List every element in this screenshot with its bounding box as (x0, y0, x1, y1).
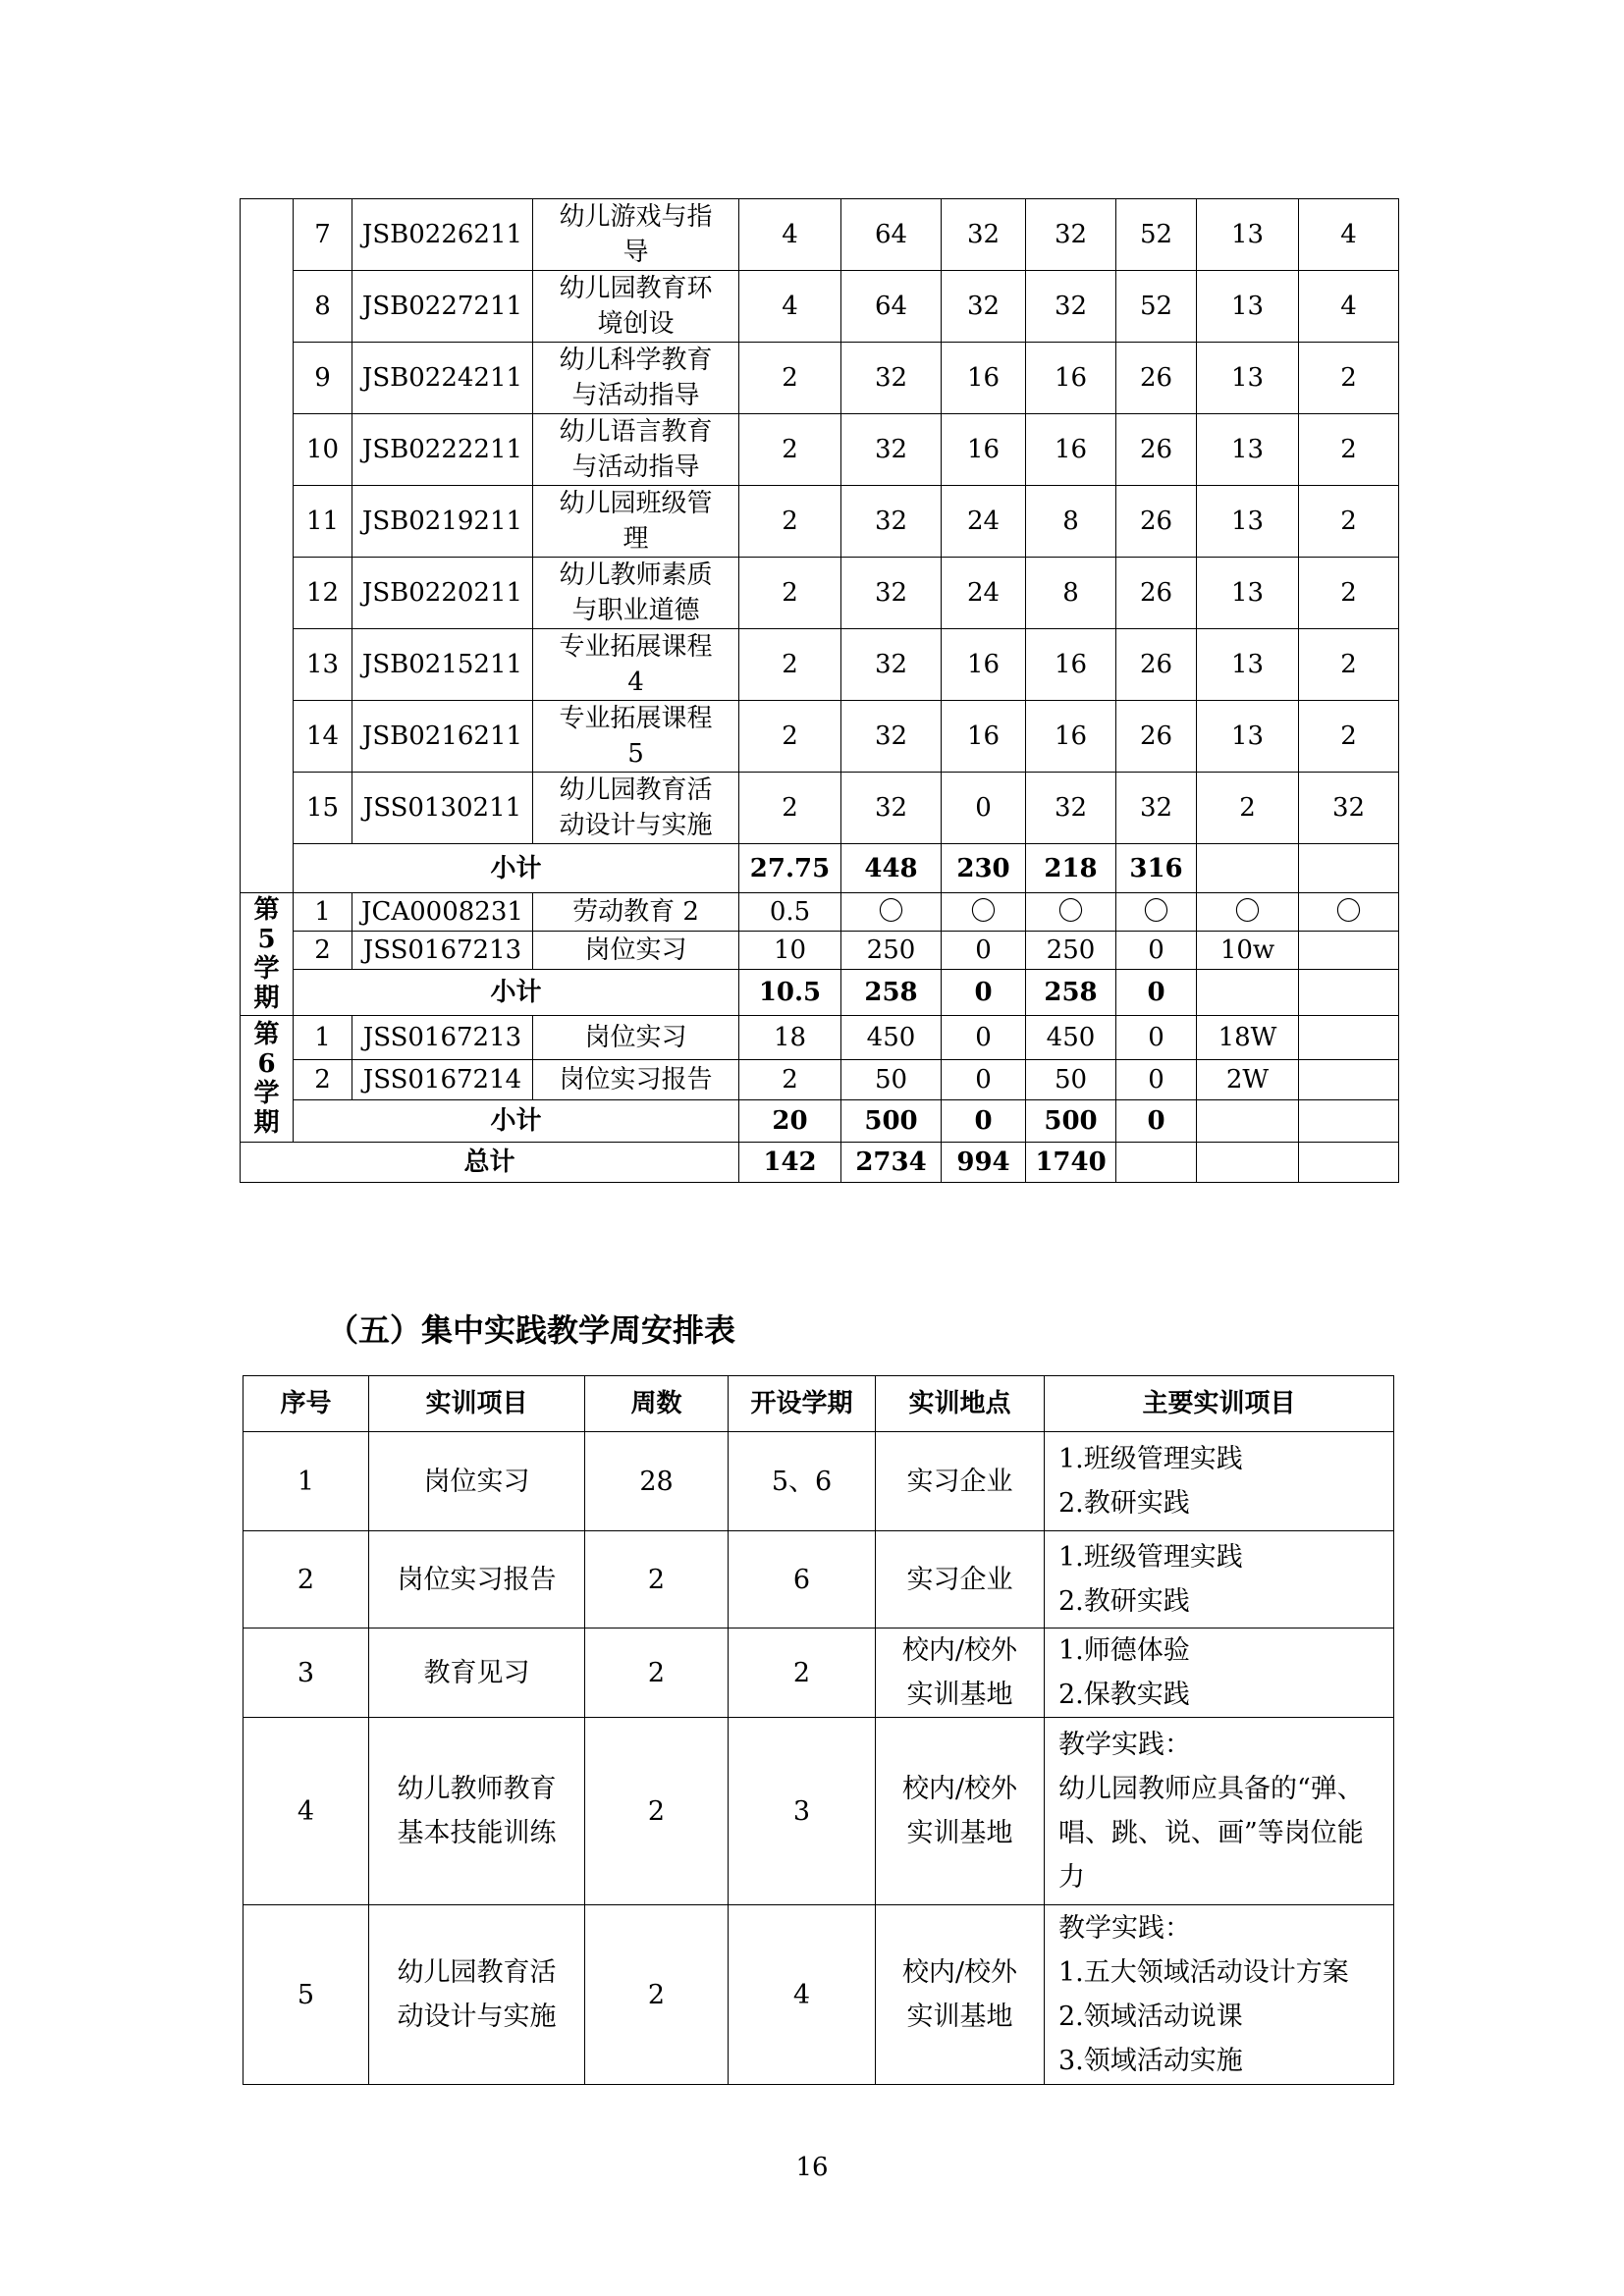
total-label: 总计 (241, 1143, 739, 1183)
term6-label-char: 6 (257, 1049, 276, 1079)
course-index: 7 (294, 199, 352, 271)
course-value: 24 (942, 486, 1026, 558)
term6-label-char: 期 (253, 1108, 280, 1138)
course-value: 18W (1197, 1016, 1299, 1060)
course-value: 13 (1197, 414, 1299, 486)
practice-place (876, 1629, 1045, 1718)
subtotal-value: 258 (841, 970, 942, 1016)
course-name: 岗位实习报告 (533, 1060, 739, 1100)
header-weeks: 周数 (585, 1376, 729, 1432)
course-index: 1 (294, 893, 352, 932)
course-value: 2 (739, 629, 841, 701)
practice-project-line: 动设计与实施 (397, 2002, 557, 2032)
course-value: 0 (1116, 1016, 1197, 1060)
practice-weeks: 2 (585, 1629, 729, 1718)
practice-place-line: 实训基地 (906, 1680, 1013, 1710)
course-value (1299, 1016, 1399, 1060)
course-name-line: 专业拓展课程 (559, 632, 713, 662)
term5-label (241, 893, 294, 1016)
course-value: 16 (1026, 414, 1116, 486)
course-row (241, 414, 1399, 486)
subtotal-label: 小计 (294, 1100, 739, 1143)
practice-content-line: 2.保教实践 (1058, 1680, 1190, 1710)
course-value: 32 (841, 629, 942, 701)
course-value: 26 (1116, 629, 1197, 701)
practice-place-line: 实训基地 (906, 2002, 1013, 2032)
course-index: 13 (294, 629, 352, 701)
course-value: 13 (1197, 701, 1299, 773)
course-value: 50 (1026, 1060, 1116, 1100)
course-value: 4 (1299, 271, 1399, 343)
term4-label-cell-continued (241, 844, 294, 893)
practice-content-line: 3.领域活动实施 (1058, 2046, 1243, 2076)
practice-content-line: 1.班级管理实践 (1058, 1444, 1243, 1474)
course-value: 〇 (942, 893, 1026, 932)
course-value: 13 (1197, 199, 1299, 271)
subtotal-value (1197, 844, 1299, 893)
course-value: 2 (1299, 414, 1399, 486)
total-value (1116, 1143, 1197, 1183)
term5-label-char: 第 (253, 895, 280, 925)
practice-table-body (244, 1432, 1394, 2085)
practice-place-line: 实习企业 (906, 1564, 1013, 1595)
total-value: 1740 (1026, 1143, 1116, 1183)
term6-label-char: 学 (253, 1079, 280, 1108)
practice-content-line: 1.班级管理实践 (1058, 1542, 1243, 1573)
course-value: 250 (841, 932, 942, 970)
course-index: 12 (294, 558, 352, 629)
course-value (1299, 932, 1399, 970)
course-index: 1 (294, 1016, 352, 1060)
practice-content-line: 力 (1058, 1862, 1085, 1893)
practice-weeks: 2 (585, 1905, 729, 2085)
practice-row (244, 1531, 1394, 1629)
course-value: 13 (1197, 629, 1299, 701)
course-value: 10 (739, 932, 841, 970)
subtotal-value: 10.5 (739, 970, 841, 1016)
term4-label-cell (241, 199, 294, 844)
course-row (241, 629, 1399, 701)
subtotal-value: 316 (1116, 844, 1197, 893)
course-value: 16 (942, 701, 1026, 773)
subtotal-row (241, 844, 1399, 893)
subtotal-value: 500 (841, 1100, 942, 1143)
course-value: 32 (942, 199, 1026, 271)
course-value: 〇 (841, 893, 942, 932)
course-name (533, 343, 739, 414)
course-value: 10w (1197, 932, 1299, 970)
course-value: 2 (739, 343, 841, 414)
course-value: 2 (1299, 486, 1399, 558)
course-value: 0 (942, 773, 1026, 844)
practice-content (1045, 1531, 1394, 1629)
course-name (533, 199, 739, 271)
course-code: JSS0167213 (352, 932, 533, 970)
subtotal-value: 258 (1026, 970, 1116, 1016)
subtotal-value: 500 (1026, 1100, 1116, 1143)
practice-content-line: 教学实践： (1058, 1730, 1191, 1760)
total-row (241, 1143, 1399, 1183)
course-row (241, 773, 1399, 844)
course-value: 50 (841, 1060, 942, 1100)
practice-term: 4 (729, 1905, 876, 2085)
practice-term: 5、6 (729, 1432, 876, 1531)
term6-row (241, 1016, 1399, 1060)
course-value: 32 (942, 271, 1026, 343)
practice-place-line: 校内/校外 (901, 1774, 1018, 1804)
practice-content (1045, 1905, 1394, 2085)
practice-content (1045, 1432, 1394, 1531)
course-name-line: 5 (627, 739, 644, 769)
course-value: 2 (1197, 773, 1299, 844)
subtotal-value (1299, 844, 1399, 893)
course-code: JSB0220211 (352, 558, 533, 629)
course-value: 32 (1026, 773, 1116, 844)
practice-content-line: 2.教研实践 (1058, 1586, 1190, 1617)
term5-subtotal-row (241, 970, 1399, 1016)
subtotal-label: 小计 (294, 844, 739, 893)
course-name-line: 幼儿园教育活 (559, 775, 713, 805)
subtotal-value: 0 (1116, 1100, 1197, 1143)
course-name (533, 414, 739, 486)
course-name-line: 与活动指导 (571, 453, 700, 482)
practice-place-line: 实训基地 (906, 1818, 1013, 1848)
practice-project (369, 1531, 585, 1629)
course-value: 8 (1026, 486, 1116, 558)
term5-label-char: 期 (253, 984, 280, 1013)
course-value: 16 (942, 414, 1026, 486)
course-code: JSB0224211 (352, 343, 533, 414)
course-name: 岗位实习 (533, 1016, 739, 1060)
course-value: 0.5 (739, 893, 841, 932)
course-value: 24 (942, 558, 1026, 629)
course-index: 15 (294, 773, 352, 844)
practice-place (876, 1905, 1045, 2085)
course-value: 13 (1197, 343, 1299, 414)
course-code: JSB0227211 (352, 271, 533, 343)
course-name-line: 幼儿游戏与指 (559, 202, 713, 232)
practice-project (369, 1905, 585, 2085)
practice-place (876, 1432, 1045, 1531)
subtotal-value: 0 (942, 970, 1026, 1016)
practice-term: 3 (729, 1718, 876, 1905)
course-value: 2W (1197, 1060, 1299, 1100)
course-index: 9 (294, 343, 352, 414)
practice-project-line: 幼儿园教育活 (397, 1957, 557, 1988)
course-value: 4 (739, 271, 841, 343)
course-value: 52 (1116, 271, 1197, 343)
course-value: 64 (841, 199, 942, 271)
course-index: 10 (294, 414, 352, 486)
term5-label-char: 5 (257, 925, 276, 954)
course-value: 450 (1026, 1016, 1116, 1060)
practice-row (244, 1718, 1394, 1905)
total-value: 2734 (841, 1143, 942, 1183)
total-value (1197, 1143, 1299, 1183)
section-title: （五）集中实践教学周安排表 (327, 1311, 736, 1349)
course-value: 32 (841, 414, 942, 486)
course-name-line: 境创设 (597, 309, 675, 339)
course-name-line: 4 (627, 667, 644, 697)
course-value: 0 (942, 1060, 1026, 1100)
course-name-line: 幼儿园教育环 (559, 274, 713, 303)
subtotal-value (1299, 1100, 1399, 1143)
practice-weeks: 28 (585, 1432, 729, 1531)
total-value: 994 (942, 1143, 1026, 1183)
subtotal-value: 20 (739, 1100, 841, 1143)
course-value: 〇 (1026, 893, 1116, 932)
practice-index: 4 (244, 1718, 369, 1905)
practice-index: 5 (244, 1905, 369, 2085)
course-value: 0 (1116, 932, 1197, 970)
subtotal-label: 小计 (294, 970, 739, 1016)
practice-content (1045, 1718, 1394, 1905)
course-value: 16 (942, 629, 1026, 701)
course-value: 250 (1026, 932, 1116, 970)
course-value: 2 (1299, 343, 1399, 414)
course-name-line: 幼儿教师素质 (559, 561, 713, 590)
course-value: 32 (841, 343, 942, 414)
subtotal-value: 27.75 (739, 844, 841, 893)
course-value: 2 (739, 773, 841, 844)
course-value: 32 (841, 558, 942, 629)
subtotal-value: 230 (942, 844, 1026, 893)
practice-project-line: 幼儿教师教育 (397, 1774, 557, 1804)
course-value: 26 (1116, 558, 1197, 629)
practice-index: 3 (244, 1629, 369, 1718)
practice-place-line: 校内/校外 (901, 1957, 1018, 1988)
course-name (533, 558, 739, 629)
course-value: 2 (739, 486, 841, 558)
practice-week-table (243, 1375, 1394, 2085)
course-schedule-table (240, 198, 1399, 1183)
practice-term: 2 (729, 1629, 876, 1718)
course-code: JSS0130211 (352, 773, 533, 844)
course-value: 32 (841, 773, 942, 844)
course-value: 〇 (1299, 893, 1399, 932)
course-value: 26 (1116, 701, 1197, 773)
subtotal-value: 448 (841, 844, 942, 893)
course-value: 13 (1197, 271, 1299, 343)
practice-place (876, 1531, 1045, 1629)
practice-header-row (244, 1376, 1394, 1432)
course-row (241, 558, 1399, 629)
course-row (241, 199, 1399, 271)
practice-project-line: 教育见习 (423, 1657, 530, 1688)
course-index: 2 (294, 932, 352, 970)
course-name-line: 与活动指导 (571, 381, 700, 410)
course-code: JCA0008231 (352, 893, 533, 932)
course-value: 32 (1299, 773, 1399, 844)
practice-content-line: 幼儿园教师应具备的“弹、 (1058, 1774, 1364, 1804)
course-code: JSS0167214 (352, 1060, 533, 1100)
course-code: JSB0222211 (352, 414, 533, 486)
practice-content-line: 2.教研实践 (1058, 1488, 1190, 1519)
course-index: 14 (294, 701, 352, 773)
course-value: 16 (1026, 701, 1116, 773)
practice-term: 6 (729, 1531, 876, 1629)
course-value: 26 (1116, 486, 1197, 558)
course-name-line: 导 (623, 238, 649, 267)
course-value: 450 (841, 1016, 942, 1060)
course-code: JSS0167213 (352, 1016, 533, 1060)
course-value: 2 (1299, 558, 1399, 629)
course-value: 18 (739, 1016, 841, 1060)
course-value: 13 (1197, 486, 1299, 558)
course-value: 4 (739, 199, 841, 271)
course-name (533, 773, 739, 844)
course-code: JSB0216211 (352, 701, 533, 773)
total-value: 142 (739, 1143, 841, 1183)
practice-project (369, 1718, 585, 1905)
practice-content-line: 1.五大领域活动设计方案 (1058, 1957, 1349, 1988)
course-value (1299, 1060, 1399, 1100)
term5-row (241, 893, 1399, 932)
course-value: 32 (1026, 271, 1116, 343)
course-value: 16 (1026, 343, 1116, 414)
practice-row (244, 1905, 1394, 2085)
course-value: 2 (739, 701, 841, 773)
header-term: 开设学期 (729, 1376, 876, 1432)
course-name (533, 271, 739, 343)
practice-content-line: 2.领域活动说课 (1058, 2002, 1243, 2032)
practice-content-line: 1.师德体验 (1058, 1635, 1190, 1666)
course-value: 8 (1026, 558, 1116, 629)
course-name-line: 幼儿语言教育 (559, 417, 713, 447)
practice-place (876, 1718, 1045, 1905)
practice-place-line: 校内/校外 (901, 1635, 1018, 1666)
subtotal-value (1197, 970, 1299, 1016)
course-value: 16 (942, 343, 1026, 414)
course-value: 2 (739, 1060, 841, 1100)
course-value: 16 (1026, 629, 1116, 701)
subtotal-value: 218 (1026, 844, 1116, 893)
course-row (241, 701, 1399, 773)
subtotal-value: 0 (942, 1100, 1026, 1143)
course-name-line: 与职业道德 (571, 596, 700, 625)
course-row (241, 271, 1399, 343)
header-content: 主要实训项目 (1045, 1376, 1394, 1432)
course-value: 13 (1197, 558, 1299, 629)
practice-content-line: 教学实践： (1058, 1913, 1191, 1944)
course-table-body (241, 199, 1399, 1183)
practice-weeks: 2 (585, 1531, 729, 1629)
course-value: 0 (942, 1016, 1026, 1060)
page-number: 16 (795, 2153, 829, 2182)
course-value: 32 (1026, 199, 1116, 271)
course-name-line: 动设计与实施 (559, 811, 713, 840)
practice-weeks: 2 (585, 1718, 729, 1905)
practice-project-line: 基本技能训练 (397, 1818, 557, 1848)
practice-index: 2 (244, 1531, 369, 1629)
practice-project (369, 1432, 585, 1531)
course-code: JSB0226211 (352, 199, 533, 271)
course-value: 26 (1116, 343, 1197, 414)
practice-content (1045, 1629, 1394, 1718)
course-row (241, 343, 1399, 414)
term5-label-char: 学 (253, 954, 280, 984)
practice-place-line: 实习企业 (906, 1466, 1013, 1497)
course-name-line: 理 (623, 524, 649, 554)
course-value: 32 (1116, 773, 1197, 844)
practice-project-line: 岗位实习 (423, 1466, 530, 1497)
subtotal-value (1197, 1100, 1299, 1143)
course-name-line: 幼儿园班级管 (559, 489, 713, 518)
course-row (241, 486, 1399, 558)
course-value: 〇 (1197, 893, 1299, 932)
practice-row (244, 1629, 1394, 1718)
course-index: 8 (294, 271, 352, 343)
course-value: 〇 (1116, 893, 1197, 932)
course-value: 52 (1116, 199, 1197, 271)
term6-row (241, 1060, 1399, 1100)
course-name: 劳动教育 2 (533, 893, 739, 932)
course-index: 11 (294, 486, 352, 558)
course-value: 64 (841, 271, 942, 343)
practice-content-line: 唱、跳、说、画”等岗位能 (1058, 1818, 1364, 1848)
course-name (533, 486, 739, 558)
subtotal-value (1299, 970, 1399, 1016)
course-value: 4 (1299, 199, 1399, 271)
total-value (1299, 1143, 1399, 1183)
course-value: 0 (1116, 1060, 1197, 1100)
header-project: 实训项目 (369, 1376, 585, 1432)
practice-row (244, 1432, 1394, 1531)
course-value: 0 (942, 932, 1026, 970)
course-code: JSB0215211 (352, 629, 533, 701)
course-name (533, 629, 739, 701)
course-value: 2 (1299, 629, 1399, 701)
term5-row (241, 932, 1399, 970)
header-index: 序号 (244, 1376, 369, 1432)
course-value: 2 (739, 558, 841, 629)
course-value: 2 (1299, 701, 1399, 773)
course-value: 26 (1116, 414, 1197, 486)
course-value: 32 (841, 701, 942, 773)
header-place: 实训地点 (876, 1376, 1045, 1432)
course-name (533, 701, 739, 773)
course-name-line: 专业拓展课程 (559, 704, 713, 733)
course-value: 32 (841, 486, 942, 558)
course-code: JSB0219211 (352, 486, 533, 558)
practice-index: 1 (244, 1432, 369, 1531)
course-index: 2 (294, 1060, 352, 1100)
term6-subtotal-row (241, 1100, 1399, 1143)
course-value: 2 (739, 414, 841, 486)
course-name: 岗位实习 (533, 932, 739, 970)
term6-label-char: 第 (253, 1020, 280, 1049)
term6-label (241, 1016, 294, 1143)
course-name-line: 幼儿科学教育 (559, 346, 713, 375)
practice-project-line: 岗位实习报告 (397, 1564, 557, 1595)
subtotal-value: 0 (1116, 970, 1197, 1016)
practice-project (369, 1629, 585, 1718)
